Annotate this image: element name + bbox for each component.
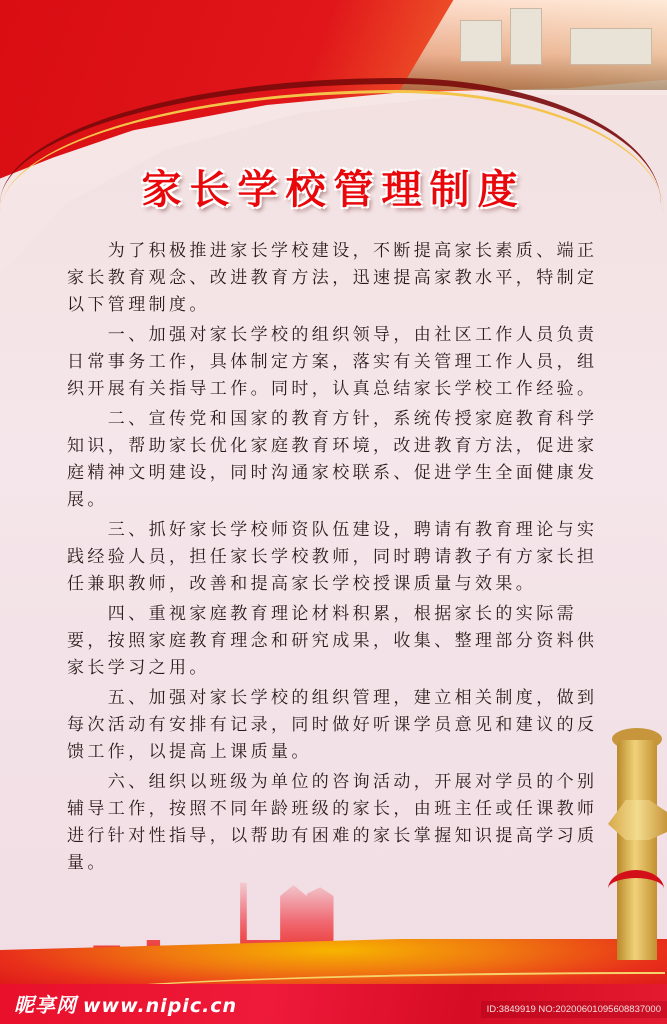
nipic-watermark-logo [14,989,237,1018]
text-line: 任兼职教师，改善和提高家长学校授课质量与效果。 [67,574,537,594]
red-ribbon [608,870,664,908]
paragraph [67,601,607,682]
text-line: 日常事务工作，具体制定方案，落实有关管理工作人员，组 [67,352,598,372]
text-line: 辅导工作，按照不同年龄班级的家长，由班主任或任课教师 [67,799,598,819]
text-line: 量。 [67,853,108,873]
text-line: 知识，帮助家长优化家庭教育环境，改进教育方法，促进家 [67,436,598,456]
text-line: 家长学习之用。 [67,658,210,678]
paragraph [67,685,607,766]
poster-body [67,238,607,880]
text-line: 六、组织以班级为单位的咨询活动，开展对学员的个别 [67,772,598,792]
text-line: 践经验人员，担任家长学校教师，同时聘请教子有方家长担 [67,547,598,567]
paragraph [67,517,607,598]
logo-url: www.nipic.cn [83,995,238,1017]
text-line: 一、加强对家长学校的组织领导，由社区工作人员负责 [67,325,598,345]
text-line: 二、宣传党和国家的教育方针，系统传授家庭教育科学 [67,409,598,429]
paragraph [67,769,607,877]
text-line: 每次活动有安排有记录，同时做好听课学员意见和建议的反 [67,715,598,735]
text-line: 为了积极推进家长学校建设，不断提高家长素质、端正 [67,241,598,261]
text-line: 四、重视家庭教育理论材料积累，根据家长的实际需 [67,604,577,624]
poster-title: 家长学校管理制度 [141,166,526,213]
text-line: 展。 [67,490,108,510]
huabiao-column [617,740,657,960]
text-line: 要，按照家庭教育理念和研究成果，收集、整理部分资料供 [67,631,598,651]
image-id-watermark: ID:3849919 NO:20200601095608837000 [481,1001,667,1018]
logo-cn: 昵享网 [14,993,77,1017]
paragraph [67,406,607,514]
text-line: 织开展有关指导工作。同时，认真总结家长学校工作经验。 [67,379,598,399]
paragraph [67,322,607,403]
text-line: 庭精神文明建设，同时沟通家校联系、促进学生全面健康发 [67,463,598,483]
text-line: 馈工作，以提高上课质量。 [67,742,312,762]
text-line: 进行针对性指导，以帮助有困难的家长掌握知识提高学习质 [67,826,598,846]
text-line: 以下管理制度。 [67,295,210,315]
text-line: 三、抓好家长学校师资队伍建设，聘请有教育理论与实 [67,520,598,540]
paragraph [67,238,607,319]
text-line: 家长教育观念、改进教育方法，迅速提高家教水平，特制定 [67,268,598,288]
text-line: 五、加强对家长学校的组织管理，建立相关制度，做到 [67,688,598,708]
